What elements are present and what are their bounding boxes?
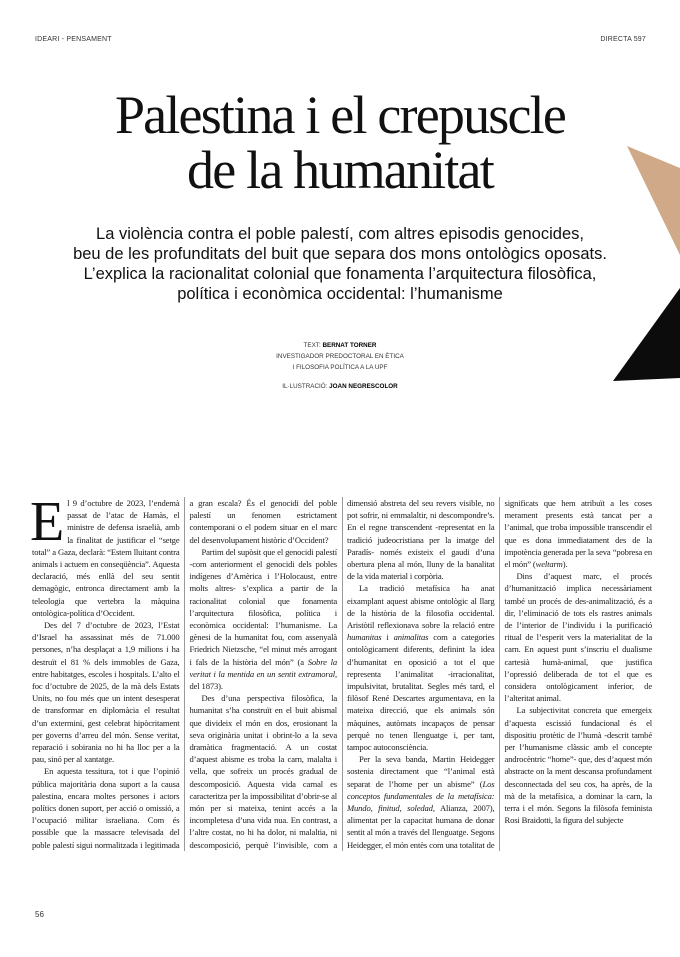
subtitle xyxy=(20,224,660,304)
paragraph-text: La tradició metafísica ha anat eixamplant aquest abisme ontològic al llarg de la història de la filosofia occidental. Aristòtil reflexionava sobre la relació entre xyxy=(347,583,495,631)
author-role: I FILOSOFIA POLÍTICA A LA UPF xyxy=(292,364,388,371)
section-label: IDEARI - PENSAMENT xyxy=(35,36,112,43)
page-title xyxy=(0,85,680,200)
italic-text: humanitas xyxy=(347,632,382,643)
article-body xyxy=(30,491,652,851)
italic-text: weltarm xyxy=(535,559,563,570)
paragraph-text: Dins d’aquest marc, el procés d’humanització implica necessàriament també un procés de des-animalització, és a dir, l’eliminació de tots els rastres animals de l’interior de l’individu i la purificació ritual de l’esperit vers la materialitat de la carn. En aquest punt s’inscriu el dualisme cartesià humà-animal, que justifica l’opressió deliberada de tot el que es considera ontològicament inferior, de l’alteritat animal. xyxy=(504,571,652,704)
illustrator-name: JOAN NEGRESCOLOR xyxy=(329,383,398,390)
article-paragraph xyxy=(347,582,495,753)
paragraph-text: i xyxy=(381,632,394,643)
article-paragraph xyxy=(32,619,180,765)
subtitle-line: L’explica la racionalitat colonial que fonamenta l’arquitectura filosòfica, xyxy=(83,265,597,283)
article-paragraph xyxy=(30,491,180,619)
subtitle-line: La violència contra el poble palestí, com altres episodis genocides, xyxy=(96,225,584,243)
italic-text: Los conceptos fundamentales de la metafísica: Mundo, finitud, soledad xyxy=(347,778,495,814)
title-line: Palestina i el crepuscle xyxy=(114,85,566,145)
drop-cap: E xyxy=(30,491,65,553)
paragraph-text: Des d’una perspectiva filosòfica, la humanitat s’ha construït en el buit abismal que divideix el món en dos, erosionant la seva originària unitat i obrint-lo a la seva dramàtica fragmentació. A un costat d’aquest abisme es troba la carn, malalta i vella, que sofreix un procés gradual de descomposició. Aquesta vida carnal es caracteritza per la impossibilitat d’obrir-se al món per si mateixa, tenint accés a la incompletesa d’una vida nua. En contrast, a l’altre costat, no hi ha dolor, ni malaltia, ni descomposició, perquè l’invisible, com a dimensió abstreta del seu revers visible, no pot sofrir, ni emmalaltir, ni descompondre’s. En el regne transcendent -representat en la tradició judeocristiana per la imatge del Paradís- només existeix el gaudi d’una obertura plena al món, lluny de la banalitat de la vida material i corpòria. xyxy=(189,498,495,850)
illustration-label: IL·LUSTRACIÓ: xyxy=(282,383,328,390)
author-name: BERNAT TORNER xyxy=(322,342,377,349)
paragraph-text: La subjectivitat concreta que emergeix d’aquesta escissió fundacional és el dispositiu protètic de l’humà -descrit també per l’humanisme clàssic amb el concepte androcèntric “home”- que, des d’aquest món abstracte on la ment descansa profundament desconnectada del seu cos, ha après, de la mà de la metafísica, a dominar la carn, la terra i el món. Segons la filòsofa feminista Rosi Braidotti, la figura del subjecte xyxy=(504,705,652,826)
title-line: de la humanitat xyxy=(187,140,493,200)
author-role: INVESTIGADOR PREDOCTORAL EN ÈTICA xyxy=(276,353,404,360)
paragraph-text: , Alianza, 2007), alimentat per la capacitat humana de donar sentit al món a través del llenguatge. Segons Heidegger, el món entès com una totalitat de significats que hem atribuït a les coses merament presents està tancat per a l’animal, que troba impossible transcendir el que es dona immediatament des de la impotència generada per la seva “pobresa en el món” ( xyxy=(347,498,652,850)
paragraph-text: Des del 7 d’octubre de 2023, l’Estat d’Israel ha assassinat més de 71.000 persones, n’ha desplaçat a 1,9 milions i ha destruït el 81 % dels immobles de Gaza, entre habitatges, escoles i hospitals. L’alto el foc d’octubre de 2025, de la mà dels Estats Units, no fou més que un intent desesperat de transformar en diplomàcia el resultat d’un extermini, gest celebrat hipòcritament per governs d’arreu del món. Sense veritat, reparació i sobirania no hi ha lloc per a la pau, sinó per al xantatge. xyxy=(32,620,180,765)
article-paragraph xyxy=(505,704,653,826)
issue-label: DIRECTA 597 xyxy=(600,36,646,43)
byline xyxy=(0,340,680,392)
text-label: TEXT: xyxy=(303,342,321,349)
italic-text: animalitas xyxy=(393,632,429,643)
italic-text: Sobre la veritat i la mentida en un sentit extramoral xyxy=(189,656,337,679)
paragraph-text: En aquesta tessitura, tot i que l’opinió pública majoritària dona suport a la causa palestina, encara moltes persones i actors polítics donen suport, per acció o omissió, a l’ocupació militar israeliana. Com és possible que la massacre televisada del poble palestí sigui normalitzada i legitimada a gran escala? És el genocidi del poble palestí un fenomen estrictament contemporani o el podem situar en el marc del desenvolupament històric d’Occident? xyxy=(32,498,337,850)
page-number: 56 xyxy=(35,910,44,919)
paragraph-text: l 9 d’octubre de 2023, l’endemà passat de l’atac de Hamàs, el ministre de defensa israelià, amb la finalitat de justificar el “setge total” a Gaza, declarà: “Estem lluitant contra animals i actuem en conseqüència”. Aquesta declaració, més enllà del seu sentit demagògic, entronca directament amb la teleologia que vertebra la màquina ontològica-política d’Occident. xyxy=(32,498,180,618)
paragraph-text: Partim del supòsit que el genocidi palestí -com anteriorment el genocidi dels pobles indígenes d’Amèrica i l’Holocaust, entre molts altres- s’explica a partir de la racionalitat colonial que fonamenta l’arquitectura filosòfica, política i econòmica occidental: l’humanisme. La gènesi de la humanitat fou, com assenyalà Friedrich Nietzsche, “el minut més arrogant i fals de la història del món” (a xyxy=(189,546,337,667)
article-paragraph xyxy=(190,546,338,692)
subtitle-line: beu de les profunditats del buit que separa dos mons ontològics oposats. xyxy=(73,245,607,263)
paragraph-text: Per la seva banda, Martin Heidegger sostenia directament que “l’animal està separat de l’home per un abisme” ( xyxy=(347,754,495,789)
paragraph-text: , del 1873). xyxy=(189,668,337,692)
paragraph-text: com a categories ontològicament diferents, definint la idea d’humanitat en oposició a tot el que representa l’animalitat -irracionalitat, impulsivitat, brutalitat. Segles més tard, el filòsof René Descartes argumentava, en la mateixa direcció, que els animals són màquines, autòmats incapaços de pensar perquè no tenen llenguatge i, per tant, tampoc autoconsciència. xyxy=(347,632,495,753)
article-paragraph xyxy=(505,570,653,704)
subtitle-line: política i econòmica occidental: l’humanisme xyxy=(177,285,503,303)
paragraph-text: ). xyxy=(562,559,568,570)
